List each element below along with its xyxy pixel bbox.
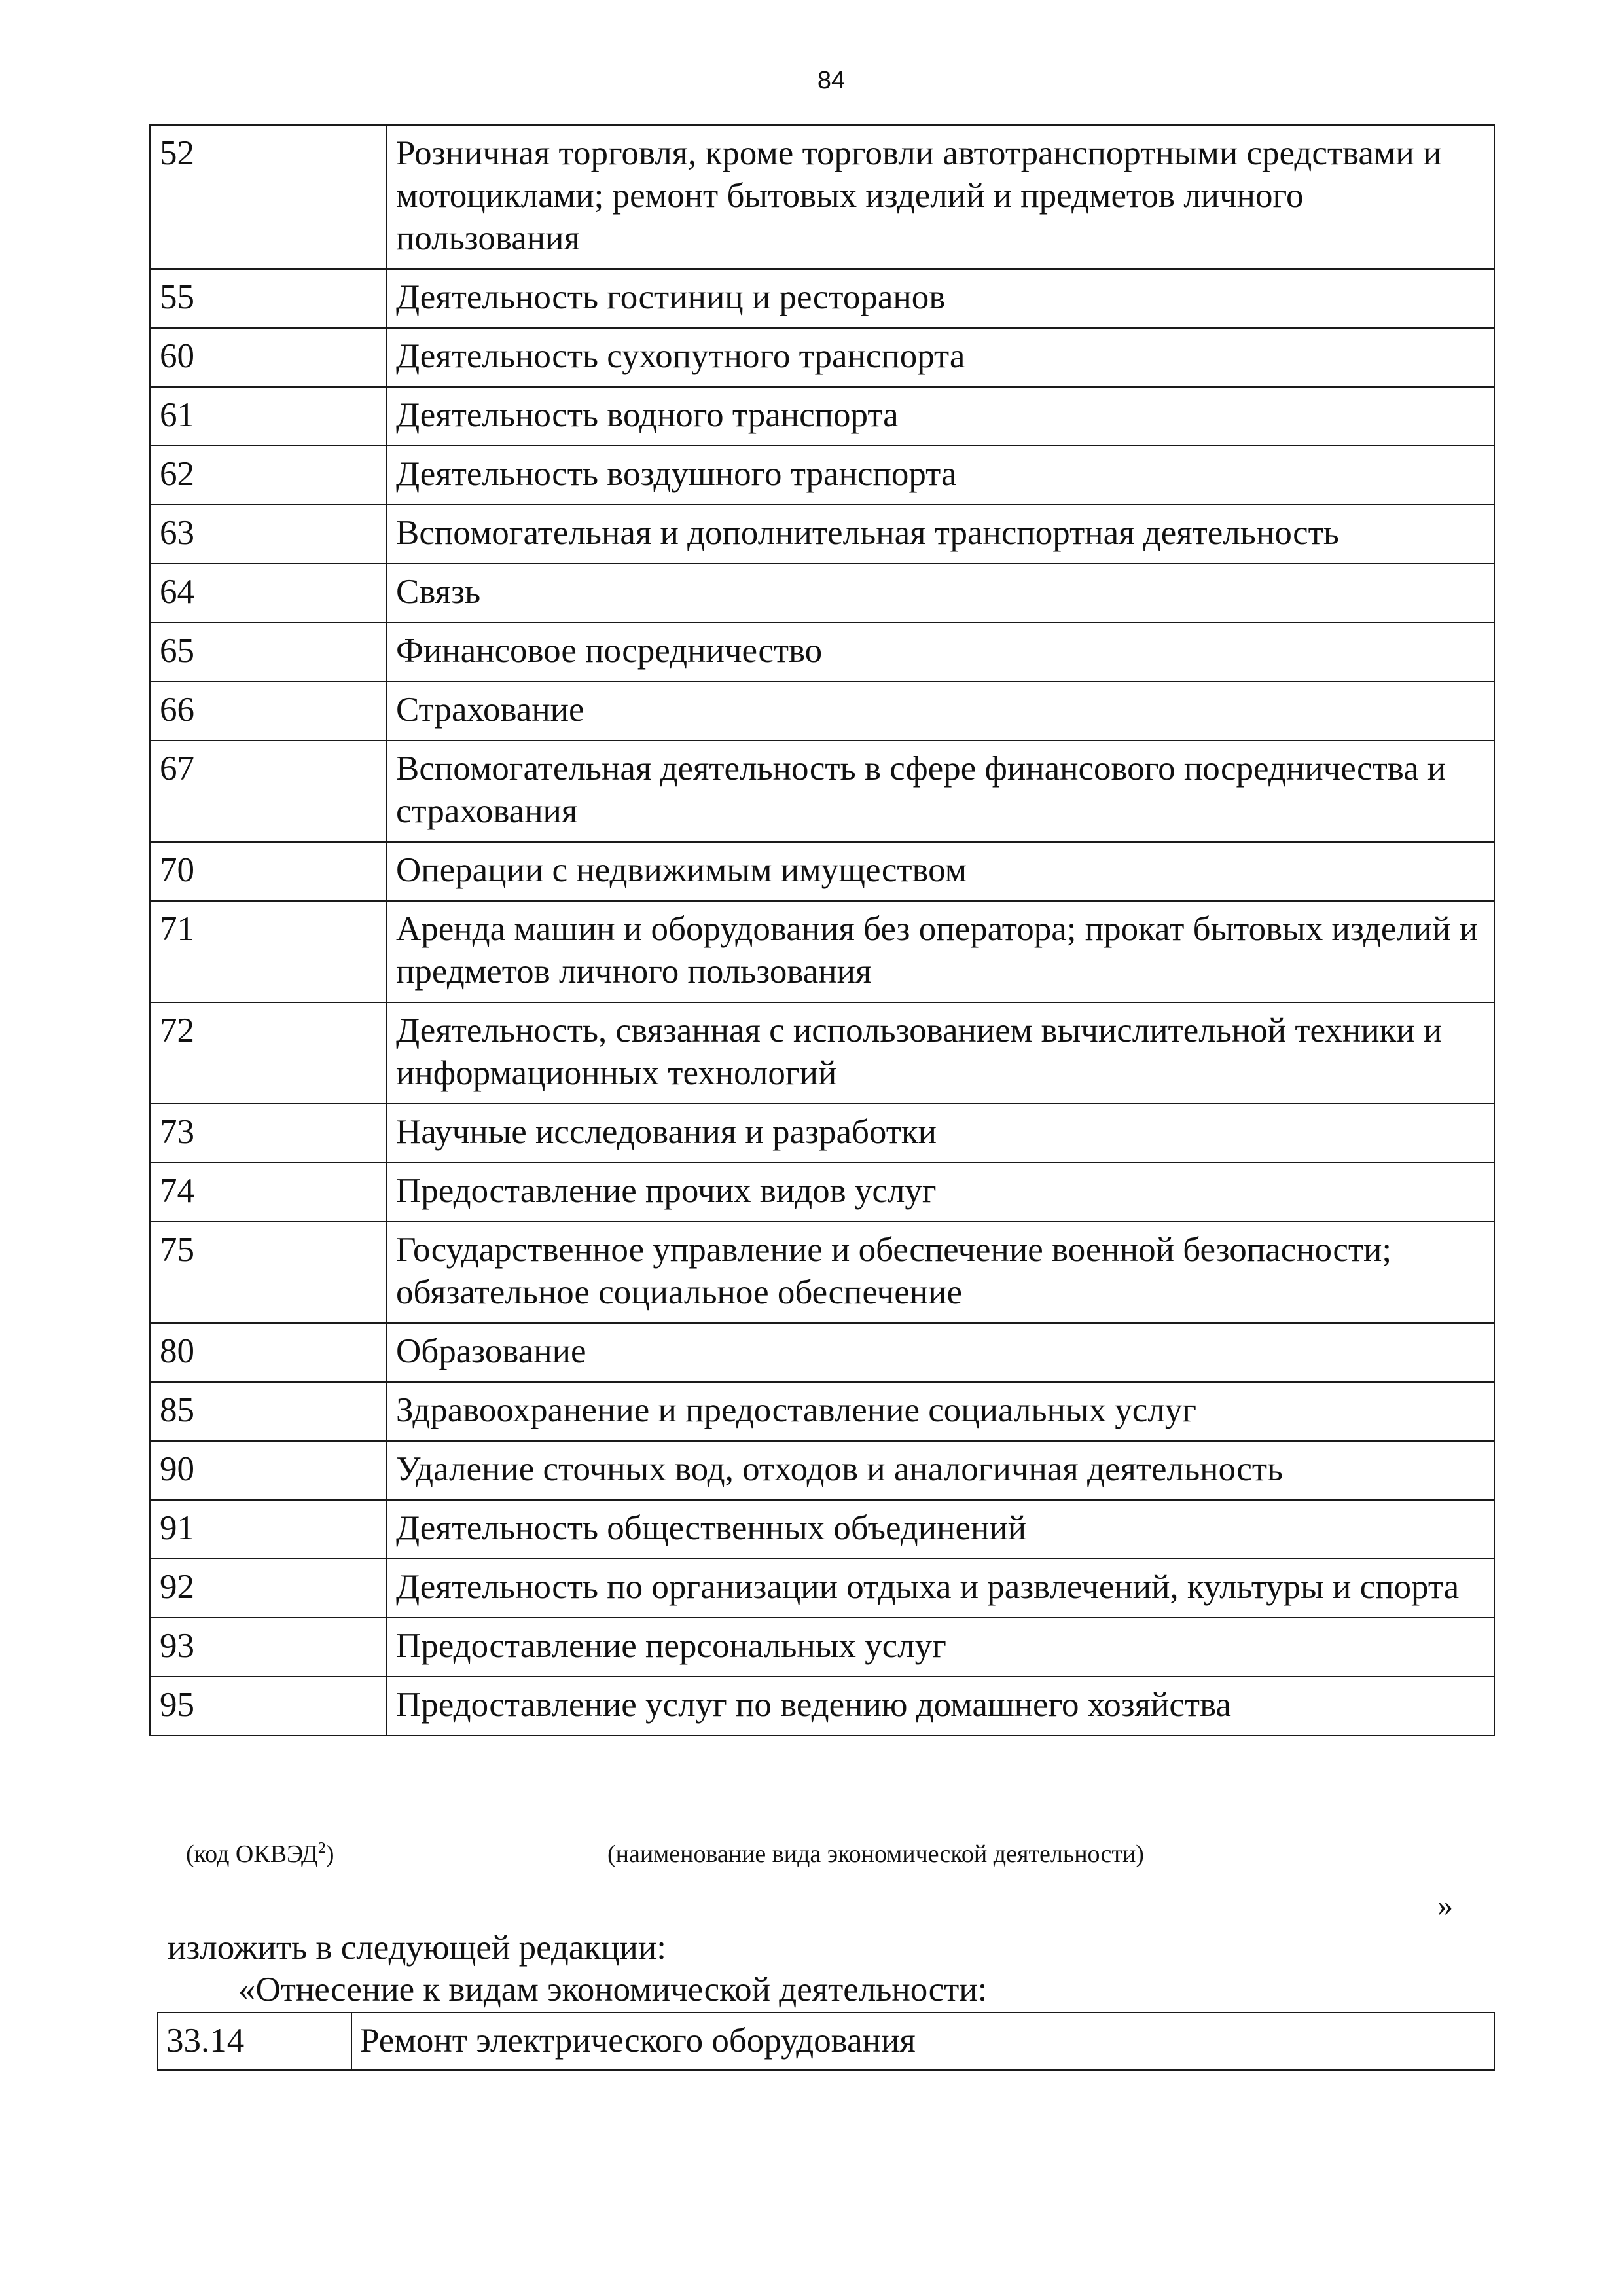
okved-code-cell: 73	[150, 1104, 386, 1163]
page-number: 84	[817, 67, 846, 94]
okved-code-cell: 80	[150, 1323, 386, 1382]
footnote-marker: 2	[317, 1840, 326, 1857]
activity-name-cell: Финансовое посредничество	[386, 623, 1494, 682]
okved-code-cell: 62	[150, 446, 386, 505]
activity-name-cell: Предоставление прочих видов услуг	[386, 1163, 1494, 1222]
activity-name-cell: Вспомогательная и дополнительная транспортная деятельность	[386, 505, 1494, 564]
okved-code-cell: 90	[150, 1441, 386, 1500]
activity-name-cell: Операции с недвижимым имуществом	[386, 842, 1494, 901]
activity-name-cell: Связь	[386, 564, 1494, 623]
table-row	[150, 1104, 1494, 1163]
okved-code-cell: 74	[150, 1163, 386, 1222]
okved-code-cell: 91	[150, 1500, 386, 1559]
okved-code-cell: 85	[150, 1382, 386, 1441]
table-row	[150, 1002, 1494, 1104]
okved-code-cell: 93	[150, 1618, 386, 1677]
code-caption-text: (код ОКВЭД	[186, 1840, 318, 1868]
table-row	[150, 328, 1494, 387]
closing-quote: »	[1437, 1888, 1453, 1923]
okved-code-cell: 63	[150, 505, 386, 564]
okved-code-cell: 55	[150, 269, 386, 328]
activity-name-cell: Здравоохранение и предоставление социальных услуг	[386, 1382, 1494, 1441]
new-okved-table	[157, 2012, 1495, 2071]
activity-name-cell: Деятельность, связанная с использованием вычислительной техники и информационных технологий	[386, 1002, 1494, 1104]
activity-name-cell: Ремонт электрического оборудования	[351, 2013, 1494, 2070]
code-caption	[186, 1838, 334, 1870]
table-row	[150, 1441, 1494, 1500]
okved-code-cell: 71	[150, 901, 386, 1002]
table-row	[150, 1382, 1494, 1441]
activity-name-cell: Деятельность воздушного транспорта	[386, 446, 1494, 505]
okved-table-body	[150, 125, 1494, 1736]
okved-code-cell: 61	[150, 387, 386, 446]
activity-name-cell: Деятельность водного транспорта	[386, 387, 1494, 446]
table-row	[150, 1677, 1494, 1736]
activity-name-cell: Образование	[386, 1323, 1494, 1382]
table-row	[150, 1618, 1494, 1677]
amendment-heading: «Отнесение к видам экономической деятельности:	[238, 1971, 988, 2009]
okved-code-cell: 67	[150, 740, 386, 842]
table-row	[150, 505, 1494, 564]
activity-name-cell: Государственное управление и обеспечение военной безопасности; обязательное социальное обеспечение	[386, 1222, 1494, 1323]
okved-code-cell: 33.14	[158, 2013, 351, 2070]
activity-name-cell: Страхование	[386, 682, 1494, 740]
activity-name-cell: Предоставление персональных услуг	[386, 1618, 1494, 1677]
activity-name-cell: Предоставление услуг по ведению домашнего хозяйства	[386, 1677, 1494, 1736]
okved-code-cell: 52	[150, 125, 386, 269]
code-caption-close: )	[325, 1840, 334, 1868]
okved-code-cell: 72	[150, 1002, 386, 1104]
okved-code-cell: 70	[150, 842, 386, 901]
table-row	[150, 1222, 1494, 1323]
okved-code-cell: 75	[150, 1222, 386, 1323]
okved-code-cell: 92	[150, 1559, 386, 1618]
name-caption: (наименование вида экономической деятельности)	[607, 1840, 1144, 1868]
okved-code-cell: 64	[150, 564, 386, 623]
table-row	[150, 387, 1494, 446]
table-row	[150, 901, 1494, 1002]
table-row	[158, 2013, 1494, 2070]
amendment-intro: изложить в следующей редакции:	[168, 1929, 666, 1967]
activity-name-cell: Розничная торговля, кроме торговли автотранспортными средствами и мотоциклами; ремонт бытовых изделий и предметов личного пользования	[386, 125, 1494, 269]
table-row	[150, 564, 1494, 623]
okved-code-cell: 60	[150, 328, 386, 387]
table-row	[150, 1323, 1494, 1382]
table-row	[150, 682, 1494, 740]
table-row	[150, 740, 1494, 842]
table-row	[150, 125, 1494, 269]
table-row	[150, 446, 1494, 505]
table-row	[150, 623, 1494, 682]
activity-name-cell: Деятельность по организации отдыха и развлечений, культуры и спорта	[386, 1559, 1494, 1618]
table-row	[150, 1500, 1494, 1559]
activity-name-cell: Научные исследования и разработки	[386, 1104, 1494, 1163]
okved-code-cell: 66	[150, 682, 386, 740]
activity-name-cell: Деятельность общественных объединений	[386, 1500, 1494, 1559]
activity-name-cell: Вспомогательная деятельность в сфере финансового посредничества и страхования	[386, 740, 1494, 842]
table-row	[150, 269, 1494, 328]
activity-name-cell: Деятельность гостиниц и ресторанов	[386, 269, 1494, 328]
activity-name-cell: Аренда машин и оборудования без оператора; прокат бытовых изделий и предметов личного пользования	[386, 901, 1494, 1002]
okved-code-cell: 95	[150, 1677, 386, 1736]
okved-code-cell: 65	[150, 623, 386, 682]
activity-name-cell: Удаление сточных вод, отходов и аналогичная деятельность	[386, 1441, 1494, 1500]
okved-table	[149, 124, 1495, 1736]
table-row	[150, 842, 1494, 901]
table-row	[150, 1559, 1494, 1618]
table-row	[150, 1163, 1494, 1222]
activity-name-cell: Деятельность сухопутного транспорта	[386, 328, 1494, 387]
